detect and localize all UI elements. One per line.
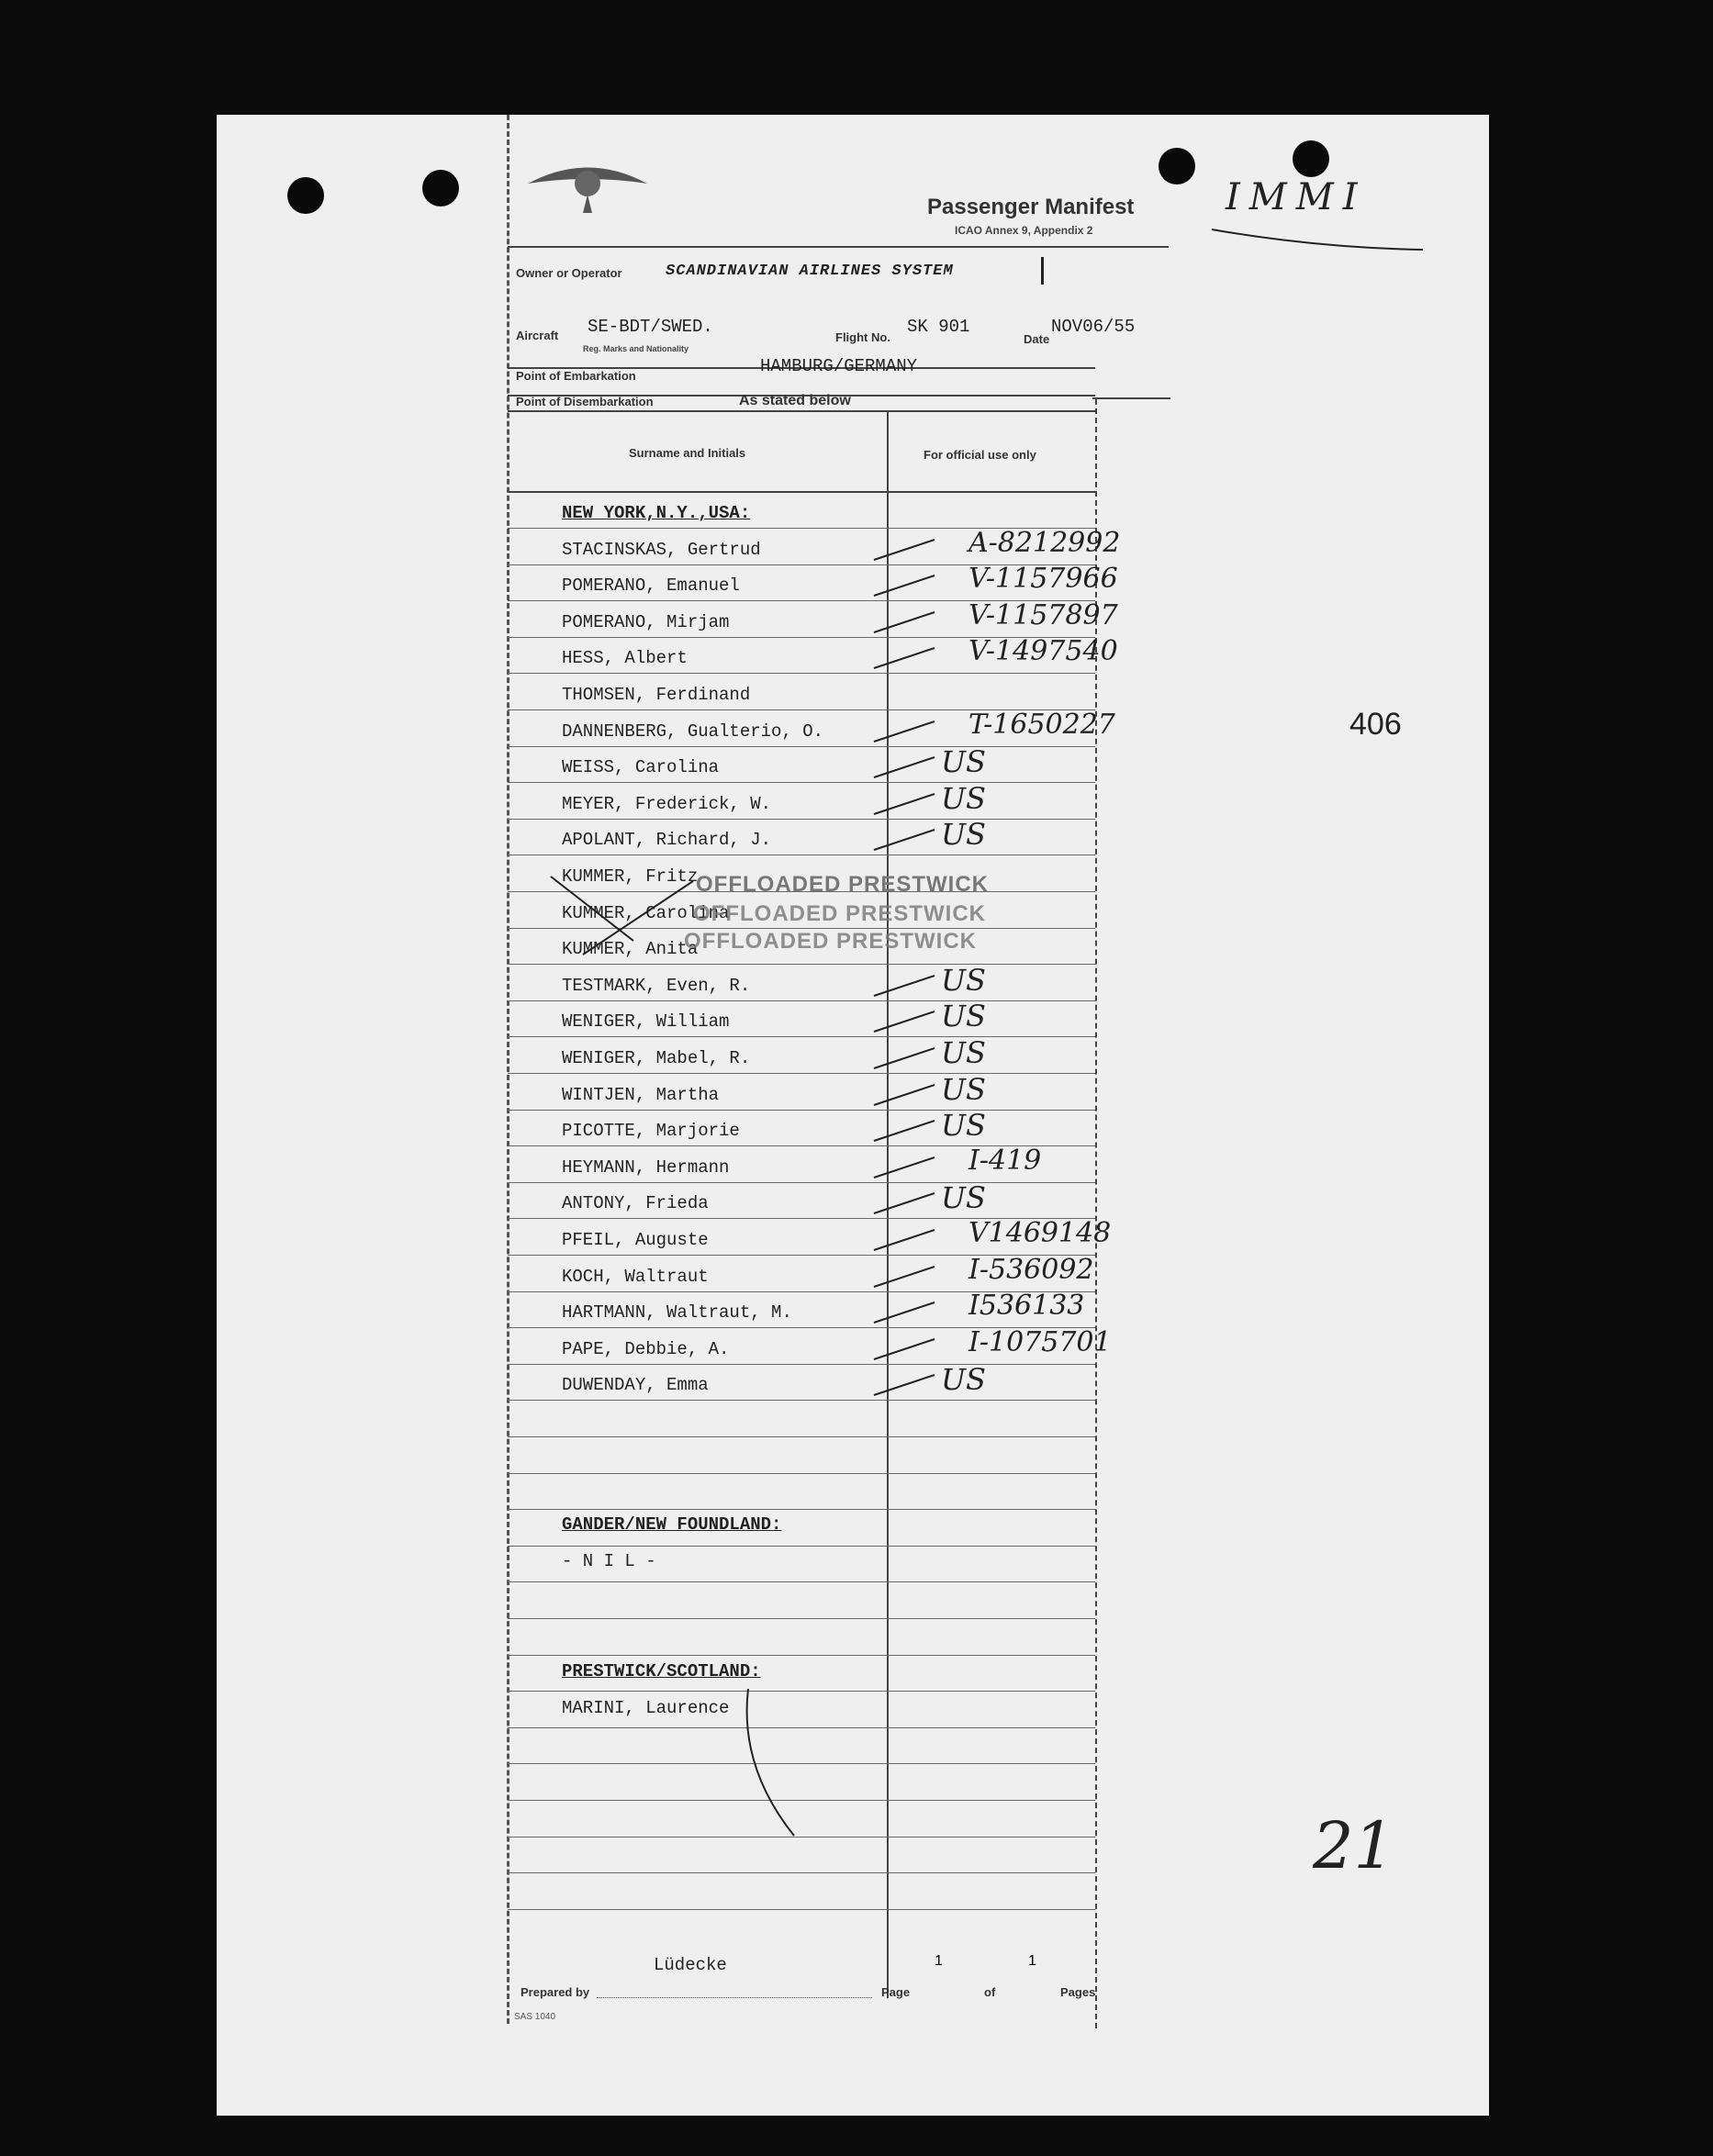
tick-mark — [872, 1190, 936, 1217]
punch-hole — [1293, 140, 1329, 177]
col-official-header: For official use only — [924, 448, 1036, 462]
passenger-name: PFEIL, Auguste — [562, 1230, 709, 1250]
official-mark: US — [941, 1072, 986, 1107]
passenger-name: PAPE, Debbie, A. — [562, 1339, 730, 1359]
passenger-name: POMERANO, Mirjam — [562, 612, 730, 632]
passenger-name: MEYER, Frederick, W. — [562, 794, 772, 814]
ruled-line — [508, 1036, 1095, 1037]
passenger-name: WEISS, Carolina — [562, 757, 720, 777]
passenger-name: KUMMER, Fritz — [562, 866, 699, 887]
punch-hole — [287, 177, 324, 214]
passenger-name: KUMMER, Anita — [562, 939, 699, 959]
passenger-name: KUMMER, Carolina — [562, 903, 730, 923]
pages-label: Pages — [1060, 1985, 1096, 1999]
col-surname-header: Surname and Initials — [629, 446, 746, 460]
passenger-name: WENIGER, William — [562, 1011, 730, 1032]
ruled-line — [508, 1364, 1095, 1365]
passenger-name: DUWENDAY, Emma — [562, 1375, 709, 1395]
official-mark: I-536092 — [968, 1254, 1094, 1286]
ruled-line — [508, 1872, 1095, 1873]
passenger-name: POMERANO, Emanuel — [562, 575, 740, 596]
divider — [508, 246, 1169, 248]
owner-value: SCANDINAVIAN AIRLINES SYSTEM — [666, 263, 954, 280]
passenger-name: TESTMARK, Even, R. — [562, 976, 751, 996]
ruled-line — [508, 1436, 1095, 1437]
passenger-name: KOCH, Waltraut — [562, 1267, 709, 1287]
official-mark: US — [941, 1362, 986, 1397]
margin-note-immi: IMMI — [1226, 176, 1367, 218]
page-number: 1 — [935, 1953, 943, 1969]
passenger-name: PICOTTE, Marjorie — [562, 1121, 740, 1141]
passenger-name: ANTONY, Frieda — [562, 1193, 709, 1213]
margin-number: 406 — [1349, 707, 1402, 742]
tick-mark — [872, 1226, 936, 1254]
official-mark: T-1650227 — [968, 709, 1115, 741]
ruled-line — [508, 746, 1095, 747]
official-mark: US — [941, 744, 986, 779]
official-mark: A-8212992 — [968, 527, 1121, 559]
passenger-name: APOLANT, Richard, J. — [562, 830, 772, 850]
embark-value: HAMBURG/GERMANY — [760, 356, 918, 376]
ruled-line — [508, 1546, 1095, 1547]
ruled-line — [508, 819, 1095, 820]
official-mark: V-1157966 — [968, 563, 1118, 595]
official-mark: US — [941, 963, 986, 998]
tick-mark — [872, 1154, 936, 1181]
official-mark: V1469148 — [968, 1217, 1112, 1249]
tick-mark — [872, 790, 936, 818]
ruled-line — [508, 1618, 1095, 1619]
tick-mark — [872, 572, 936, 599]
tick-mark — [872, 826, 936, 854]
official-mark: I-1075701 — [968, 1326, 1112, 1358]
ruled-line — [508, 782, 1095, 783]
flight-value: SK 901 — [907, 317, 970, 337]
date-label: Date — [1024, 332, 1050, 346]
ruled-line — [508, 1400, 1095, 1401]
ruled-line — [508, 1581, 1095, 1582]
tick-mark — [872, 1044, 936, 1072]
official-mark: V-1497540 — [968, 635, 1118, 667]
ruled-line — [508, 1909, 1095, 1910]
disembark-label: Point of Disembarkation — [516, 395, 654, 408]
passenger-name: THOMSEN, Ferdinand — [562, 685, 751, 705]
prepared-line — [597, 1997, 872, 1998]
punch-hole — [422, 170, 459, 207]
flight-label: Flight No. — [835, 330, 890, 344]
page-total: 1 — [1028, 1953, 1036, 1969]
official-mark: I-419 — [968, 1145, 1042, 1177]
ruled-line — [508, 1473, 1095, 1474]
disembark-value: As stated below — [739, 393, 851, 408]
ruled-line — [508, 1182, 1095, 1183]
tick-mark — [872, 1371, 936, 1399]
manifest-subtitle: ICAO Annex 9, Appendix 2 — [955, 224, 1093, 237]
airline-logo — [519, 147, 656, 220]
margin-note-21: 21 — [1313, 1808, 1395, 1883]
tick-mark — [872, 1117, 936, 1145]
tick-mark — [872, 1008, 936, 1035]
of-label: of — [984, 1985, 996, 1999]
tick-mark — [872, 718, 936, 745]
passenger-name: HEYMANN, Hermann — [562, 1157, 730, 1178]
section-heading: NEW YORK,N.Y.,USA: — [562, 503, 751, 523]
divider — [1092, 397, 1170, 399]
form-code: SAS 1040 — [514, 2012, 556, 2022]
ruled-line — [508, 673, 1095, 674]
owner-label: Owner or Operator — [516, 266, 622, 280]
pen-stroke — [739, 1684, 803, 1840]
ruled-line — [508, 1110, 1095, 1111]
tick-mark — [872, 536, 936, 564]
tick-mark — [872, 1081, 936, 1109]
passenger-name: HESS, Albert — [562, 648, 688, 668]
pen-stroke — [1041, 257, 1044, 285]
ruled-line — [508, 1509, 1095, 1510]
official-mark: I536133 — [968, 1290, 1085, 1322]
tick-mark — [872, 644, 936, 672]
official-mark: US — [941, 1035, 986, 1070]
passenger-name: HARTMANN, Waltraut, M. — [562, 1302, 792, 1323]
official-mark: V-1157897 — [968, 599, 1118, 631]
prepared-label: Prepared by — [521, 1985, 590, 1999]
official-mark: US — [941, 999, 986, 1033]
tick-mark — [872, 1335, 936, 1363]
tick-mark — [872, 754, 936, 781]
offloaded-stamp: OFFLOADED PRESTWICK — [693, 901, 986, 926]
aircraft-label: Aircraft — [516, 329, 559, 342]
official-mark: US — [941, 781, 986, 816]
date-value: NOV06/55 — [1051, 317, 1136, 337]
offloaded-stamp: OFFLOADED PRESTWICK — [696, 872, 989, 897]
ruled-line — [508, 1000, 1095, 1001]
tick-mark — [872, 1299, 936, 1326]
passenger-name: STACINSKAS, Gertrud — [562, 540, 761, 560]
offloaded-stamp: OFFLOADED PRESTWICK — [684, 929, 977, 954]
manifest-title: Passenger Manifest — [927, 195, 1135, 219]
section-heading: PRESTWICK/SCOTLAND: — [562, 1661, 761, 1681]
tick-mark — [872, 972, 936, 1000]
pen-stroke — [1207, 220, 1428, 257]
section-heading: GANDER/NEW FOUNDLAND: — [562, 1514, 782, 1535]
ruled-line — [508, 1655, 1095, 1656]
tick-mark — [872, 1263, 936, 1290]
page-label: Page — [881, 1985, 911, 1999]
official-mark: US — [941, 1108, 986, 1143]
aircraft-value: SE-BDT/SWED. — [588, 317, 713, 337]
passenger-name: WENIGER, Mabel, R. — [562, 1048, 751, 1068]
passenger-name: - N I L - — [562, 1551, 656, 1571]
passenger-name: DANNENBERG, Gualterio, O. — [562, 721, 824, 742]
official-mark: US — [941, 817, 986, 852]
ruled-line — [508, 1073, 1095, 1074]
tick-mark — [872, 609, 936, 636]
signature: Lüdecke — [654, 1955, 727, 1975]
passenger-name: WINTJEN, Martha — [562, 1085, 720, 1105]
strike-mark — [546, 867, 702, 968]
embark-label: Point of Embarkation — [516, 369, 636, 383]
passenger-name: MARINI, Laurence — [562, 1698, 730, 1718]
official-mark: US — [941, 1180, 986, 1215]
header-rule — [508, 491, 1095, 493]
reg-label: Reg. Marks and Nationality — [583, 344, 689, 353]
